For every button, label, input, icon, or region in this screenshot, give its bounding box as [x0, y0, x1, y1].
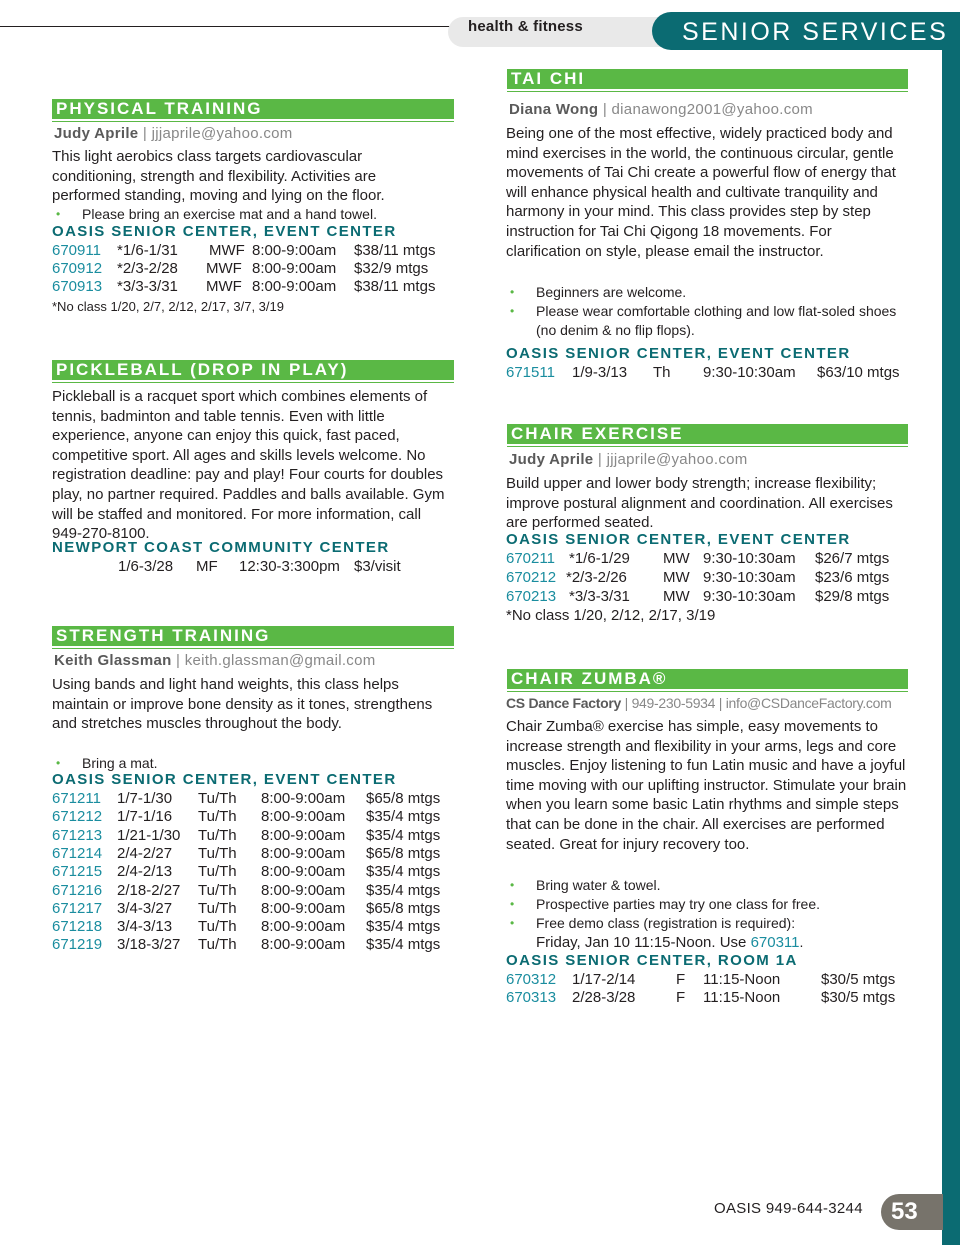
class-fee: $65/8 mtgs [366, 790, 441, 807]
class-dates: 1/7-1/16 [117, 808, 173, 826]
class-time: 9:30-10:30am [703, 550, 796, 567]
class-time: 12:30-3:300pm [239, 558, 340, 575]
bullet-item [506, 914, 911, 952]
class-dates: 1/6-3/28 [118, 558, 174, 575]
class-time: 8:00-9:00am [261, 899, 346, 917]
pickleball-location: NEWPORT COAST COMMUNITY CENTER [52, 539, 390, 556]
chair-zumba-bullets [506, 876, 911, 952]
class-code[interactable]: 670313 [506, 989, 557, 1006]
class-fee: $38/11 mtgs [354, 278, 436, 295]
class-time: 9:30-10:30am [703, 569, 796, 586]
class-time: 8:00-9:00am [261, 826, 346, 844]
company-name: CS Dance Factory [506, 695, 622, 711]
class-time: 8:00-9:00am [261, 881, 346, 899]
class-fee: $35/4 mtgs [366, 936, 441, 954]
chair-exercise-location: OASIS SENIOR CENTER, EVENT CENTER [506, 531, 851, 548]
heading-underline [52, 382, 454, 383]
page-header [448, 12, 960, 50]
class-fee: $35/4 mtgs [366, 881, 441, 899]
class-days: MW [663, 550, 690, 567]
tai-chi-heading: TAI CHI [507, 69, 908, 89]
demo-line: Friday, Jan 10 11:15-Noon. Use [536, 934, 751, 951]
class-days: Tu/Th [198, 826, 237, 844]
instructor-name: Diana Wong [509, 101, 599, 118]
class-days: Tu/Th [198, 881, 237, 899]
heading-underline [507, 91, 908, 92]
class-dates: *2/3-2/28 [117, 260, 178, 277]
class-dates: 2/4-2/27 [117, 844, 173, 862]
instructor-name: Judy Aprile [509, 451, 594, 468]
instructor-line: Diana Wong | dianawong2001@yahoo.com [509, 101, 813, 118]
class-fee: $35/4 mtgs [366, 863, 441, 881]
bullet-item: • Prospective parties may try one class for free. [506, 895, 911, 914]
class-fee: $35/4 mtgs [366, 826, 441, 844]
class-time: 8:00-9:00am [261, 844, 346, 862]
instructor-line: Keith Glassman | keith.glassman@gmail.com [54, 652, 376, 669]
class-days: Tu/Th [198, 844, 237, 862]
class-dates: 1/9-3/13 [572, 364, 628, 381]
side-accent-bar [942, 50, 960, 1245]
class-dates: 3/4-3/13 [117, 918, 173, 936]
class-dates: 1/21-1/30 [117, 826, 181, 844]
pickleball-heading: PICKLEBALL (DROP IN PLAY) [52, 360, 454, 380]
class-days: MW [663, 588, 690, 605]
class-code[interactable]: 671216 [52, 881, 103, 899]
chair-zumba-location: OASIS SENIOR CENTER, ROOM 1A [506, 952, 798, 969]
pickleball-description: Pickleball is a racquet sport which combines elements of tennis, badminton and table tennis. Even with little experience, anyone can enjoy this quick, fast paced, competitive sport. All ages and skills levels welcome. No registration deadline: pay and play! Four courts for doubles play, no partner required. Paddles and balls available. Gym will be staffed and monitored. For more information, call 949-270-8100. [52, 388, 445, 543]
no-class-note: *No class 1/20, 2/7, 2/12, 2/17, 3/7, 3/19 [52, 299, 284, 314]
class-dates: 1/17-2/14 [572, 971, 636, 988]
strength-description: Using bands and light hand weights, this class helps maintain or improve bone density as it tones, strengthens and stretches muscles throughout the body. [52, 676, 433, 733]
bullet-item: • Bring water & towel. [506, 876, 911, 895]
chair-exercise-heading: CHAIR EXERCISE [507, 424, 908, 444]
class-dates: *2/3-2/26 [566, 569, 627, 586]
section-banner [652, 12, 960, 50]
class-time: 8:00-9:00am [252, 242, 337, 259]
class-code[interactable]: 671211 [52, 790, 101, 807]
class-code[interactable]: 671215 [52, 863, 103, 881]
class-dates: 2/18-2/27 [117, 881, 181, 899]
class-days: MW [663, 569, 690, 586]
class-time: 8:00-9:00am [261, 863, 346, 881]
instructor-name: Keith Glassman [54, 652, 172, 669]
class-time: 9:30-10:30am [703, 364, 796, 381]
company-phone: 949-230-5934 [631, 695, 716, 711]
class-code[interactable]: 671511 [506, 364, 555, 381]
instructor-email[interactable]: dianawong2001@yahoo.com [611, 101, 813, 118]
class-time: 8:00-9:00am [252, 260, 337, 277]
class-code[interactable]: 670212 [506, 569, 557, 586]
heading-underline [507, 691, 908, 692]
class-days: MWF [209, 242, 245, 259]
bullet-item: • Please wear comfortable clothing and low flat-soled shoes (no denim & no flip flops). [506, 302, 911, 340]
class-code[interactable]: 671214 [52, 844, 103, 862]
physical-bullets [52, 205, 452, 224]
heading-underline [507, 446, 908, 447]
strength-training-heading: STRENGTH TRAINING [52, 626, 454, 646]
chair-zumba-description: Chair Zumba® exercise has simple, easy movements to increase strength and flexibility in your arms, legs and core muscles. Enjoy listening to fun Latin music and have a joyful time moving with our uplifting instructor. Stimulate your brain when you learn some basic Latin rhythms and simple steps that can be done in the chair. All exercises are performed seated. Great for injury recovery too. [506, 718, 907, 853]
instructor-line: Judy Aprile | jjjaprile@yahoo.com [509, 451, 748, 468]
strength-location: OASIS SENIOR CENTER, EVENT CENTER [52, 771, 397, 788]
instructor-email[interactable]: jjjaprile@yahoo.com [606, 451, 748, 468]
class-days: F [676, 971, 686, 988]
class-dates: 3/18-3/27 [117, 936, 181, 954]
class-time: 8:00-9:00am [261, 918, 346, 936]
class-dates: *1/6-1/29 [569, 550, 630, 567]
bullet-item: • Bring a mat. [52, 754, 452, 773]
chair-zumba-heading: CHAIR ZUMBA® [507, 669, 908, 689]
physical-training-heading: PHYSICAL TRAINING [52, 99, 454, 119]
class-days: Tu/Th [198, 790, 237, 807]
class-dates: *3/3-3/31 [569, 588, 630, 605]
instructor-line: Judy Aprile | jjjaprile@yahoo.com [54, 125, 293, 142]
class-code[interactable]: 671212 [52, 808, 103, 826]
class-days: Tu/Th [198, 936, 237, 954]
class-time: 8:00-9:00am [261, 936, 346, 954]
class-code[interactable]: 670911 [52, 242, 101, 259]
class-dates: *1/6-1/31 [117, 242, 178, 259]
section-banner-title: SENIOR SERVICES [682, 18, 949, 46]
class-days: MWF [206, 278, 242, 295]
bullet-item: • Beginners are welcome. [506, 283, 911, 302]
class-fee: $29/8 mtgs [815, 588, 890, 605]
heading-underline [52, 121, 454, 122]
class-dates: *3/3-3/31 [117, 278, 178, 295]
class-days: Tu/Th [198, 863, 237, 881]
class-code[interactable]: 671218 [52, 918, 103, 936]
class-fee: $30/5 mtgs [821, 971, 896, 988]
bullet-item: • Please bring an exercise mat and a hand towel. [52, 205, 452, 224]
header-rule [0, 26, 470, 27]
class-code[interactable]: 671219 [52, 936, 103, 954]
class-fee: $35/4 mtgs [366, 918, 441, 936]
class-fee: $38/11 mtgs [354, 242, 436, 259]
class-fee: $30/5 mtgs [821, 989, 896, 1006]
class-time: 9:30-10:30am [703, 588, 796, 605]
class-fee: $65/8 mtgs [366, 844, 441, 862]
class-time: 11:15-Noon [703, 989, 781, 1006]
class-fee: $35/4 mtgs [366, 808, 441, 826]
class-days: Tu/Th [198, 808, 237, 826]
no-class-note: *No class 1/20, 2/12, 2/17, 3/19 [506, 607, 716, 624]
class-fee: $63/10 mtgs [817, 364, 900, 381]
tai-chi-location: OASIS SENIOR CENTER, EVENT CENTER [506, 345, 851, 362]
instructor-email[interactable]: keith.glassman@gmail.com [184, 652, 376, 669]
page-number: 53 [881, 1194, 943, 1230]
demo-code[interactable]: 670311 [750, 934, 800, 951]
class-fee: $3/visit [354, 558, 401, 575]
class-days: MF [196, 558, 218, 575]
class-fee: $65/8 mtgs [366, 899, 441, 917]
class-code[interactable]: 670213 [506, 588, 557, 605]
class-fee: $26/7 mtgs [815, 550, 890, 567]
category-label: health & fitness [468, 18, 583, 35]
class-days: Tu/Th [198, 918, 237, 936]
class-time: 8:00-9:00am [261, 808, 346, 826]
physical-description: This light aerobics class targets cardiovascular conditioning, strength and flexibility. Activities are performed standing, moving and lying on the floor. [52, 148, 385, 205]
chair-exercise-description: Build upper and lower body strength; increase flexibility; improve postural alignment and coordination. All exercises are performed seated. [506, 475, 893, 532]
demo-text: Free demo class (registration is required): [536, 915, 796, 931]
class-fee: $23/6 mtgs [815, 569, 890, 586]
class-dates: 1/7-1/30 [117, 790, 173, 807]
class-days: Th [653, 364, 671, 381]
heading-underline [52, 648, 454, 649]
tai-chi-description: Being one of the most effective, widely practiced body and mind exercises in the world, the continuous circular, gentle movements of Tai Chi create a powerful flow of energy that will enhance physical health and cultivate tranquility and harmony in your mind. This class provides step by step instruction for Tai Chi Qigong 18 movements. For clarification on style, please email the instructor. [506, 125, 896, 260]
class-dates: 3/4-3/27 [117, 899, 173, 917]
tai-chi-bullets [506, 283, 911, 340]
class-days: Tu/Th [198, 899, 237, 917]
instructor-name: Judy Aprile [54, 125, 139, 142]
instructor-line: CS Dance Factory | 949-230-5934 | info@CSDanceFactory.com [506, 695, 892, 711]
class-code[interactable]: 670312 [506, 971, 557, 988]
class-days: MWF [206, 260, 242, 277]
footer-contact: OASIS 949-644-3244 [714, 1200, 863, 1217]
class-time: 8:00-9:00am [252, 278, 337, 295]
class-code[interactable]: 670211 [506, 550, 555, 567]
physical-location: OASIS SENIOR CENTER, EVENT CENTER [52, 223, 397, 240]
class-code[interactable]: 671217 [52, 899, 103, 917]
instructor-email[interactable]: jjjaprile@yahoo.com [151, 125, 293, 142]
class-fee: $32/9 mtgs [354, 260, 429, 277]
class-time: 11:15-Noon [703, 971, 781, 988]
class-code[interactable]: 670913 [52, 278, 103, 295]
class-time: 8:00-9:00am [261, 790, 346, 807]
demo-end: . [799, 934, 804, 950]
class-code[interactable]: 671213 [52, 826, 103, 844]
company-email[interactable]: info@CSDanceFactory.com [725, 695, 892, 711]
class-dates: 2/4-2/13 [117, 863, 173, 881]
class-dates: 2/28-3/28 [572, 989, 636, 1006]
class-code[interactable]: 670912 [52, 260, 103, 277]
class-days: F [676, 989, 686, 1006]
